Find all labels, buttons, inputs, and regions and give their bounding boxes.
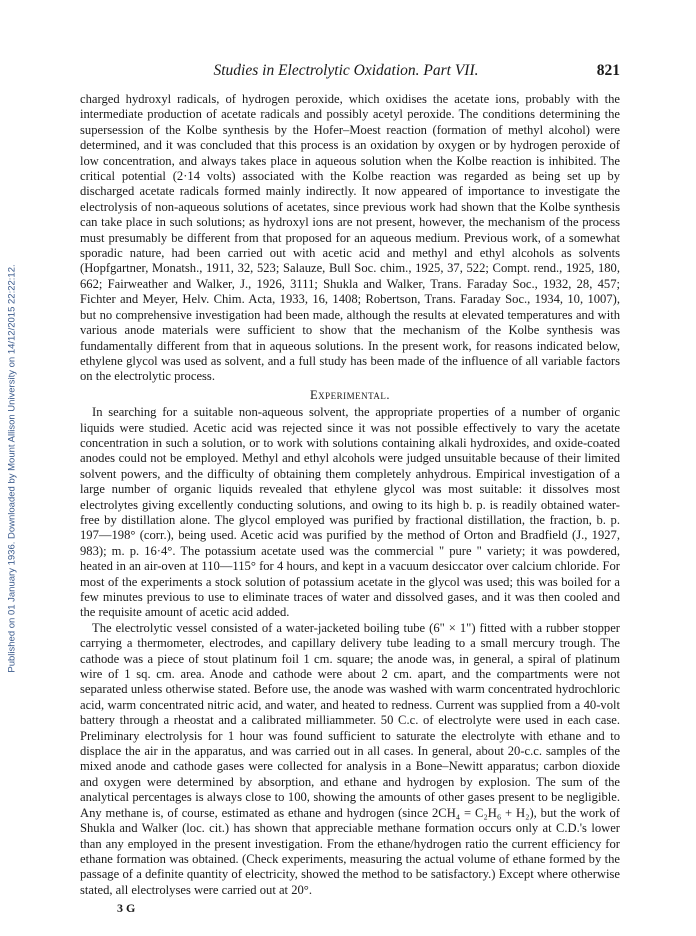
- running-title: Studies in Electrolytic Oxidation. Part VII.: [213, 62, 479, 79]
- paragraph-apparatus: The electrolytic vessel consisted of a water-jacketed boiling tube (6" × 1") fitted with a rubber stopper carrying a thermometer, electrodes, and capillary delivery tube leading to a small mercury trough. The cathode was a piece of stout platinum foil 1 cm. square; the anode was, in general, a spiral of platinum wire of 1 sq. cm. area. Anode and cathode were about 2 cm. apart, and the compartments were not separated unless otherwise stated. Before use, the anode was washed with warm concentrated hydrochloric acid, warm concentrated nitric acid, and water, and heated to redness. Current was supplied from a 40-volt battery through a rheostat and a calibrated milliammeter. 50 C.c. of electrolyte were used in each case. Preliminary electrolysis for 1 hour was found sufficient to saturate the electrolyte with ethane and to displace the air in the apparatus, and was carried out in all cases. In general, about 20-c.c. samples of the mixed anode and cathode gases were collected for analysis in a Bone–Newitt apparatus; carbon dioxide and oxygen were determined by absorption, and ethane and hydrogen by explosion. The sum of the analytical percentages is always close to 100, showing the amounts of other gases present to be negligible. Any methane is, of course, estimated as ethane and hydrogen (since 2CH₄ = C₂H₆ + H₂), but the work of Shukla and Walker (loc. cit.) has shown that appreciable methane formation occurs only at C.D.'s lower than any employed in the present investigation. From the ethane/hydrogen ratio the current efficiency for ethane formation was obtained. (Check experiments, measuring the actual volume of ethane formed by the passage of a definite quantity of electricity, showed the method to be satisfactory.) Except where otherwise stated, all electrolyses were carried out at 20°.: [80, 620, 620, 897]
- download-notice-sidebar: [0, 0, 24, 936]
- paragraph-solvent: In searching for a suitable non-aqueous solvent, the appropriate properties of a number of organic liquids were studied. Acetic acid was rejected since it was not possible effectively to vary the acetate concentration in such a solution, or to work with solutions containing alkali hydroxides, and oxide-coated anodes could not be employed. Methyl and ethyl alcohols were judged unsuitable because of their limited solvent powers, and the difficulty of obtaining them completely anhydrous. Empirical investigation of a large number of organic liquids revealed that ethylene glycol was most suitable: it dissolves most electrolytes giving excellently conducting solutions, and owing to its high b. p. is readily obtained water-free by distillation alone. The glycol employed was purified by fractional distillation, the fraction, b. p. 197—198° (corr.), being used. Acetic acid was purified by the method of Orton and Bradfield (J., 1927, 983); m. p. 16·4°. The potassium acetate used was the commercial " pure " variety; it was powdered, heated in an air-oven at 110—115° for 4 hours, and kept in a vacuum desiccator over calcium chloride. For most of the experiments a stock solution of potassium acetate in the glycol was used; this was boiled for a few minutes previous to use to eliminate traces of water and dissolved gases, and it was then cooled and the requisite amount of acetic acid added.: [80, 405, 620, 620]
- page-number: 821: [596, 62, 620, 79]
- signature-mark: 3 G: [117, 901, 136, 915]
- section-heading-experimental: Experimental.: [309, 387, 391, 402]
- download-notice-text: Published on 01 January 1936. Downloaded by Mount Allison University on 14/12/2015 22:22:12.: [6, 263, 18, 673]
- page-header: [72, 62, 620, 84]
- paragraph-intro: charged hydroxyl radicals, of hydrogen peroxide, which oxidises the acetate ions, probably with the intermediate production of acetate radicals and possibly acetyl peroxide. The conditions determining the supersession of the Kolbe synthesis by the Hofer–Moest reaction (formation of methyl alcohol) were determined, and it was concluded that this process is an oxidation by oxygen or by hydrogen peroxide of low concentration, and always takes place in aqueous solution when the Kolbe reaction is inhibited. The critical potential (2·14 volts) associated with the Kolbe reaction was regarded as being set up by discharged acetate radicals formed mainly indirectly. It now appeared of importance to investigate the electrolysis of non-aqueous solutions of acetates, since previous work had shown that the Kolbe synthesis can take place in such solutions; as hydroxyl ions are not present, however, the mechanism of the process must presumably be different from that proposed for an aqueous medium. Previous work, of a somewhat sporadic nature, had been carried out with acetic acid and methyl and ethyl alcohols as solvents (Hopfgartner, Monatsh., 1911, 32, 523; Salauze, Bull Soc. chim., 1925, 37, 522; Compt. rend., 1925, 180, 662; Fairweather and Walker, J., 1926, 3111; Shukla and Walker, Trans. Faraday Soc., 1932, 28, 457; Fichter and Meyer, Helv. Chim. Acta, 1933, 16, 1408; Robertson, Trans. Faraday Soc., 1934, 10, 1007), but no comprehensive investigation had been made, although the results at elevated temperatures and with various anode materials were sufficient to show that the mechanism of the Kolbe synthesis was fundamentally different from that in aqueous solutions. In the present work, for reasons indicated below, ethylene glycol was used as solvent, and a full study has been made of the influence of all variable factors on the electrolytic process.: [80, 92, 620, 384]
- article-body: [80, 92, 620, 898]
